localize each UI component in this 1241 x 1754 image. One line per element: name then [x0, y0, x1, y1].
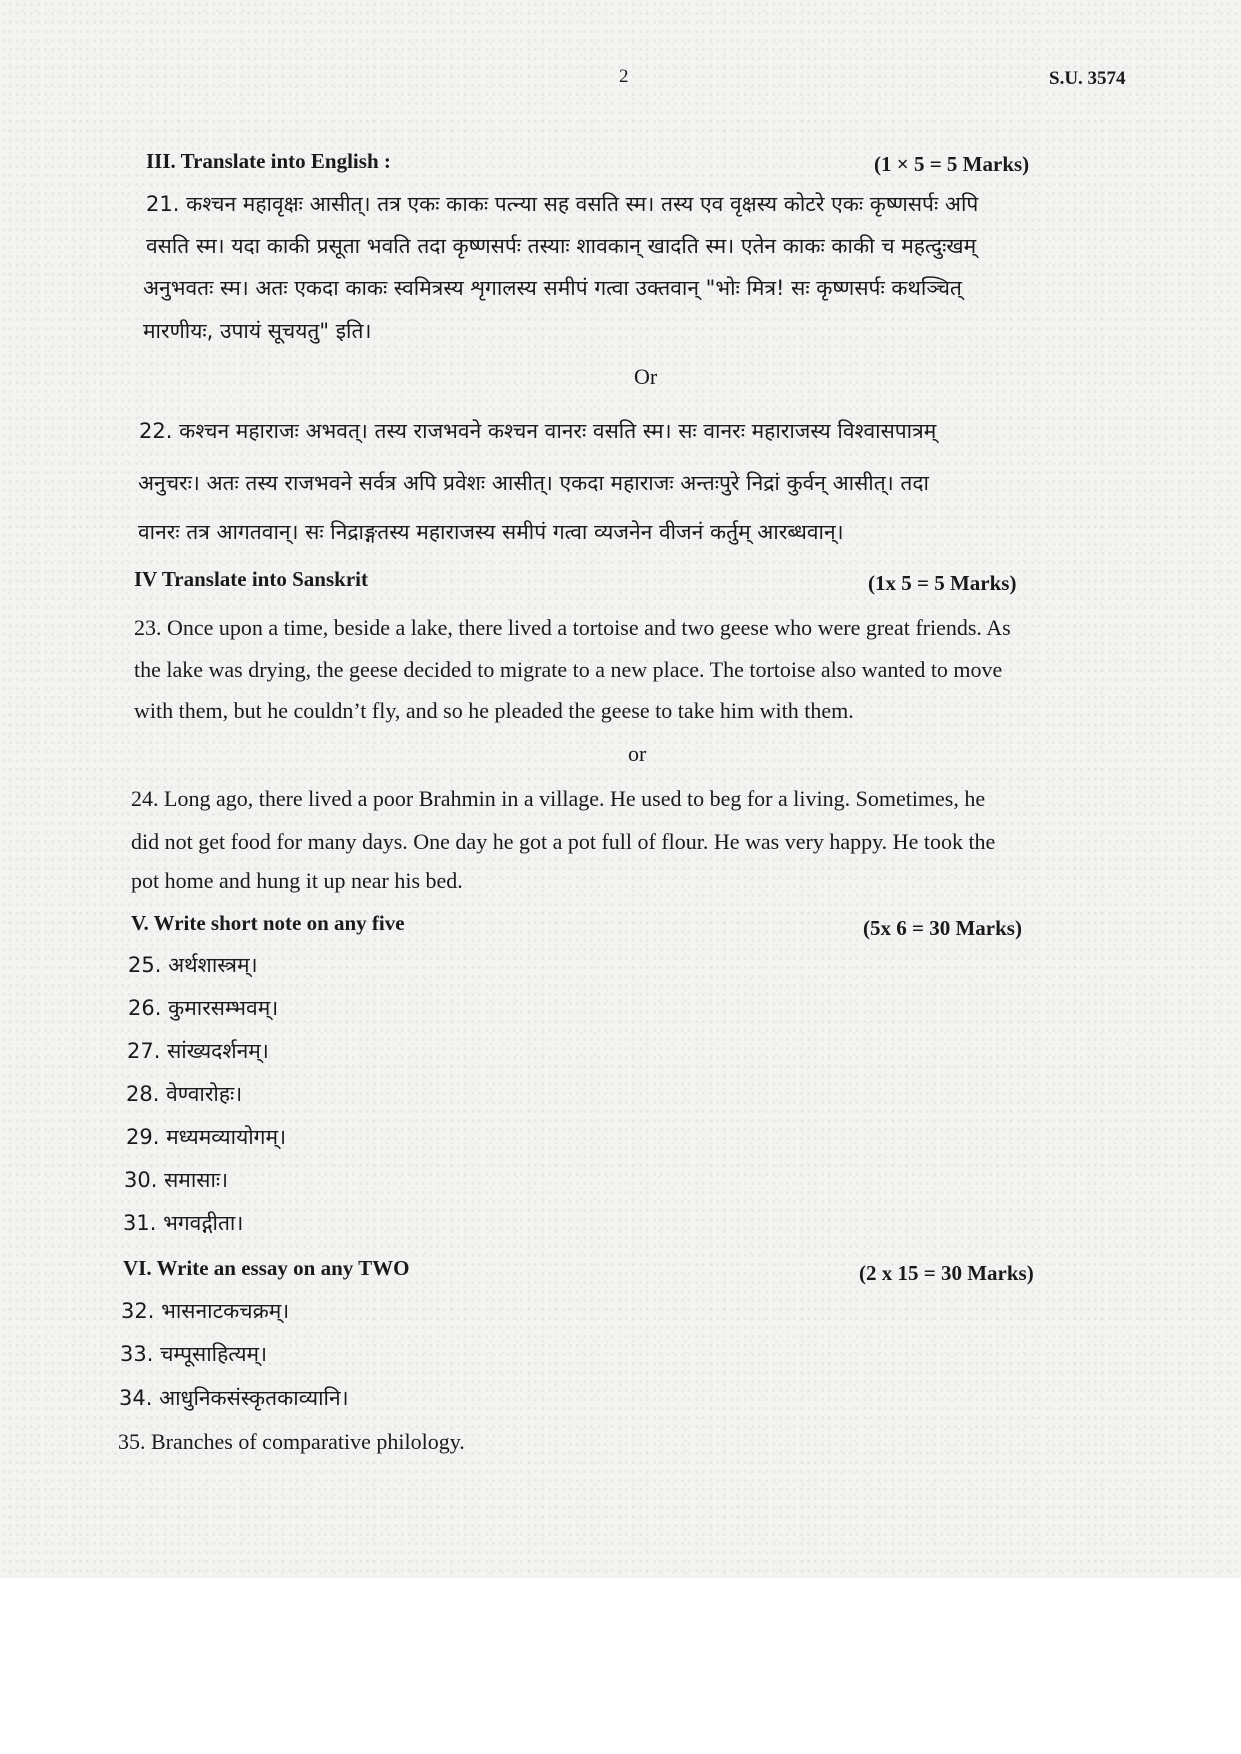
q25-item: 25. अर्थशास्त्रम्।: [128, 953, 258, 977]
q23-line-1: 23. Once upon a time, beside a lake, there lived a tortoise and two geese who were great friends. As: [134, 615, 1011, 640]
paper-code: S.U. 3574: [1049, 68, 1126, 89]
q24-line-2: did not get food for many days. One day he got a pot full of flour. He was very happy. He took the: [131, 829, 996, 854]
section-3-marks: (1 × 5 = 5 Marks): [874, 152, 1030, 176]
q35-item: 35. Branches of comparative philology.: [118, 1429, 465, 1454]
q27-item: 27. सांख्यदर्शनम्।: [127, 1039, 269, 1063]
page-number: 2: [619, 66, 629, 87]
q28-item: 28. वेण्वारोहः।: [126, 1082, 243, 1106]
q26-item: 26. कुमारसम्भवम्।: [128, 996, 279, 1020]
section-3-title: III. Translate into English :: [146, 149, 391, 173]
q31-item: 31. भगवद्गीता।: [123, 1211, 244, 1235]
q22-line-3: वानरः तत्र आगतवान्। सः निद्राङ्गतस्य महाराजस्य समीपं गत्वा व्यजनेन वीजनं कर्तुम् आरब्धवान्।: [138, 520, 844, 544]
or-separator-2: or: [628, 741, 647, 766]
q23-line-3: with them, but he couldn’t fly, and so he pleaded the geese to take him with them.: [134, 698, 854, 723]
q21-line-4: मारणीयः, उपायं सूचयतु" इति।: [143, 319, 372, 343]
section-5-marks: (5x 6 = 30 Marks): [863, 916, 1022, 940]
q24-line-1: 24. Long ago, there lived a poor Brahmin in a village. He used to beg for a living. Sometimes, he: [131, 786, 986, 811]
q21-line-3: अनुभवतः स्म। अतः एकदा काकः स्वमित्रस्य शृगालस्य समीपं गत्वा उक्तवान् "भोः मित्र! सः कृष्णसर्पः कथञ्चित्: [143, 276, 962, 300]
q21-line-1: 21. कश्चन महावृक्षः आसीत्। तत्र एकः काकः पत्न्या सह वसति स्म। तस्य एव वृक्षस्य कोटरे एकः कृष्णसर्पः अपि: [146, 192, 979, 216]
q32-item: 32. भासनाटकचक्रम्।: [121, 1299, 290, 1323]
q30-item: 30. समासाः।: [124, 1168, 229, 1192]
section-5-title: V. Write short note on any five: [131, 911, 405, 935]
section-4-marks: (1x 5 = 5 Marks): [868, 571, 1017, 595]
section-6-title: VI. Write an essay on any TWO: [123, 1256, 410, 1280]
q21-line-2: वसति स्म। यदा काकी प्रसूता भवति तदा कृष्णसर्पः तस्याः शावकान् खादति स्म। एतेन काकः काकी च महत्दुःखम्: [146, 234, 977, 258]
q34-item: 34. आधुनिकसंस्कृतकाव्यानि।: [119, 1386, 349, 1410]
or-separator-1: Or: [634, 364, 658, 389]
section-4-title: IV Translate into Sanskrit: [134, 567, 368, 591]
q23-line-2: the lake was drying, the geese decided to migrate to a new place. The tortoise also wanted to move: [134, 657, 1003, 682]
q22-line-1: 22. कश्चन महाराजः अभवत्। तस्य राजभवने कश्चन वानरः वसति स्म। सः वानरः महाराजस्य विश्वासपात्रम्: [139, 419, 937, 443]
section-6-marks: (2 x 15 = 30 Marks): [859, 1261, 1034, 1285]
q33-item: 33. चम्पूसाहित्यम्।: [120, 1342, 268, 1366]
q24-line-3: pot home and hung it up near his bed.: [131, 868, 463, 893]
q29-item: 29. मध्यमव्यायोगम्।: [126, 1125, 287, 1149]
q22-line-2: अनुचरः। अतः तस्य राजभवने सर्वत्र अपि प्रवेशः आसीत्। एकदा महाराजः अन्तःपुरे निद्रां कुर्वन् आसीत्। तदा: [138, 471, 929, 495]
